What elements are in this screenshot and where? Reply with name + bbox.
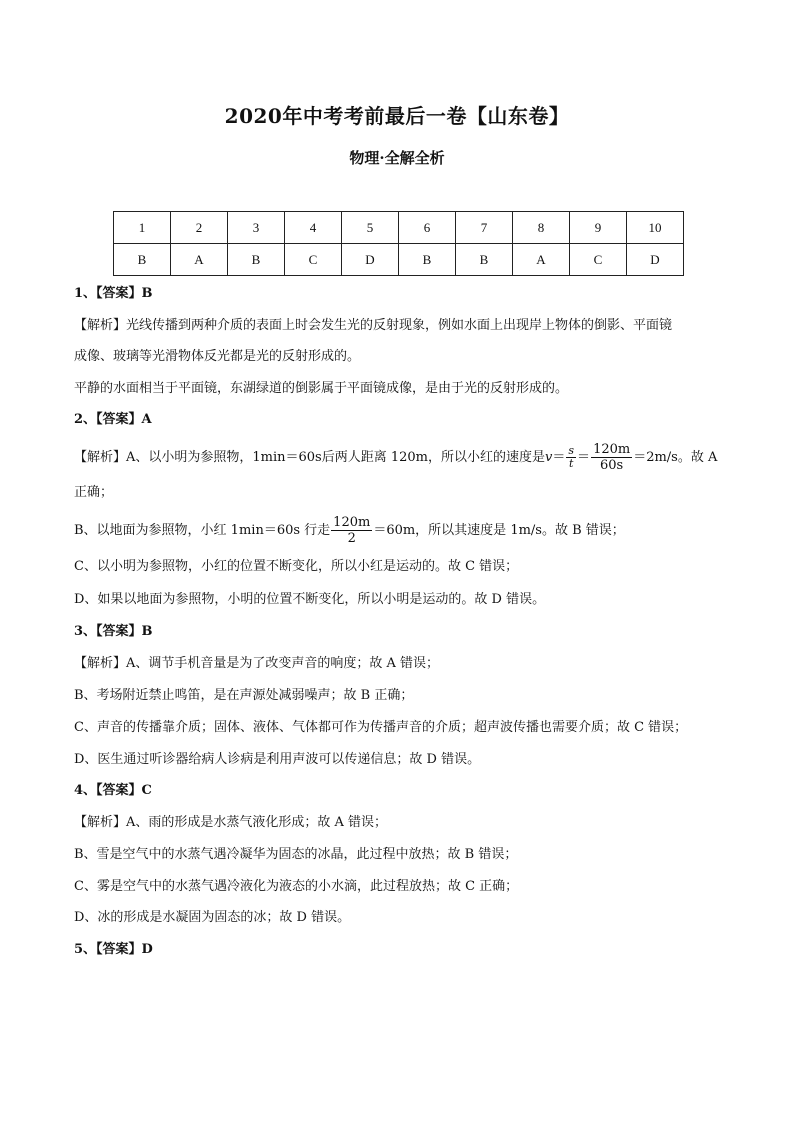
q4-analysis-b: B、雪是空气中的水蒸气遇冷凝华为固态的冰晶，此过程中放热；故 B 错误； [74, 847, 518, 862]
table-cell-number: 2 [171, 212, 228, 244]
q2-analysis-a-cont: 正确； [74, 485, 114, 500]
q1-answer-heading: 1、【答案】B [74, 286, 153, 301]
q2-a-equals: ＝ [577, 450, 591, 465]
fraction-denominator: 60s [600, 458, 624, 473]
q2-a-fraction-symbolic [566, 445, 576, 470]
q2-analysis-c: C、以小明为参照物，小红的位置不断变化，所以小红是运动的。故 C 错误； [74, 559, 519, 574]
table-cell-number: 9 [570, 212, 627, 244]
q3-answer-heading: 3、【答案】B [74, 624, 153, 639]
q2-a-velocity-symbol: v [545, 450, 553, 465]
table-cell-number: 3 [228, 212, 285, 244]
q3-analysis-a: 【解析】A、调节手机音量是为了改变声音的响度；故 A 错误； [74, 656, 440, 671]
table-cell-answer: B [399, 244, 456, 276]
q1-analysis-line: 成像、玻璃等光滑物体反光都是光的反射形成的。 [74, 349, 361, 364]
table-cell-answer: B [228, 244, 285, 276]
page-subtitle: 物理·全解全析 [349, 149, 445, 167]
q2-a-equals: ＝ [552, 450, 566, 465]
q4-analysis-a: 【解析】A、雨的形成是水蒸气液化形成；故 A 错误； [74, 815, 388, 830]
q2-analysis-b [74, 514, 625, 548]
q2-a-fraction-numeric [591, 442, 632, 473]
page-title: 2020年中考考前最后一卷【山东卷】 [224, 104, 570, 128]
q1-analysis-line: 平静的水面相当于平面镜，东湖绿道的倒影属于平面镜成像，是由于光的反射形成的。 [74, 381, 569, 396]
table-cell-answer: C [570, 244, 627, 276]
q4-analysis-c: C、雾是空气中的水蒸气遇冷液化为液态的小水滴，此过程放热；故 C 正确； [74, 879, 519, 894]
table-cell-answer: A [171, 244, 228, 276]
table-cell-number: 8 [513, 212, 570, 244]
q2-analysis-d: D、如果以地面为参照物，小明的位置不断变化，所以小明是运动的。故 D 错误。 [74, 592, 546, 607]
fraction-denominator: 2 [347, 531, 356, 546]
q1-analysis-line: 【解析】光线传播到两种介质的表面上时会发生光的反射现象，例如水面上出现岸上物体的倒影、平面镜 [74, 318, 673, 333]
table-cell-answer: B [114, 244, 171, 276]
q2-b-text: B、以地面为参照物，小红 1min＝60s 行走 [74, 523, 331, 538]
q2-a-text: ＝2m/s。故 A [633, 450, 718, 465]
fraction-numerator: s [568, 444, 575, 457]
table-cell-number: 5 [342, 212, 399, 244]
table-cell-answer: D [627, 244, 684, 276]
fraction-denominator: t [569, 457, 574, 470]
q5-answer-heading: 5、【答案】D [74, 942, 153, 957]
table-cell-answer: C [285, 244, 342, 276]
table-cell-number: 7 [456, 212, 513, 244]
q2-b-text: ＝60m，所以其速度是 1m/s。故 B 错误； [373, 523, 625, 538]
q3-analysis-b: B、考场附近禁止鸣笛，是在声源处减弱噪声；故 B 正确； [74, 688, 414, 703]
q3-analysis-c: C、声音的传播靠介质；固体、液体、气体都可作为传播声音的介质；超声波传播也需要介质；故 C 错误； [74, 720, 688, 735]
q2-b-fraction [331, 515, 372, 546]
table-cell-answer: B [456, 244, 513, 276]
table-cell-number: 1 [114, 212, 171, 244]
q3-analysis-d: D、医生通过听诊器给病人诊病是利用声波可以传递信息；故 D 错误。 [74, 752, 481, 767]
q2-answer-heading: 2、【答案】A [74, 412, 152, 427]
answer-table-answer-row [114, 244, 684, 276]
q2-a-text: 【解析】A、以小明为参照物，1min＝60s后两人距离 120m，所以小红的速度是 [74, 450, 546, 465]
q2-analysis-a [74, 441, 717, 475]
answer-table [113, 211, 684, 276]
table-cell-number: 10 [627, 212, 684, 244]
fraction-numerator: 120m [593, 442, 631, 457]
table-cell-number: 6 [399, 212, 456, 244]
answer-table-number-row [114, 212, 684, 244]
fraction-numerator: 120m [333, 515, 371, 530]
table-cell-number: 4 [285, 212, 342, 244]
table-cell-answer: A [513, 244, 570, 276]
q4-answer-heading: 4、【答案】C [74, 783, 152, 798]
q4-analysis-d: D、冰的形成是水凝固为固态的冰；故 D 错误。 [74, 910, 351, 925]
table-cell-answer: D [342, 244, 399, 276]
